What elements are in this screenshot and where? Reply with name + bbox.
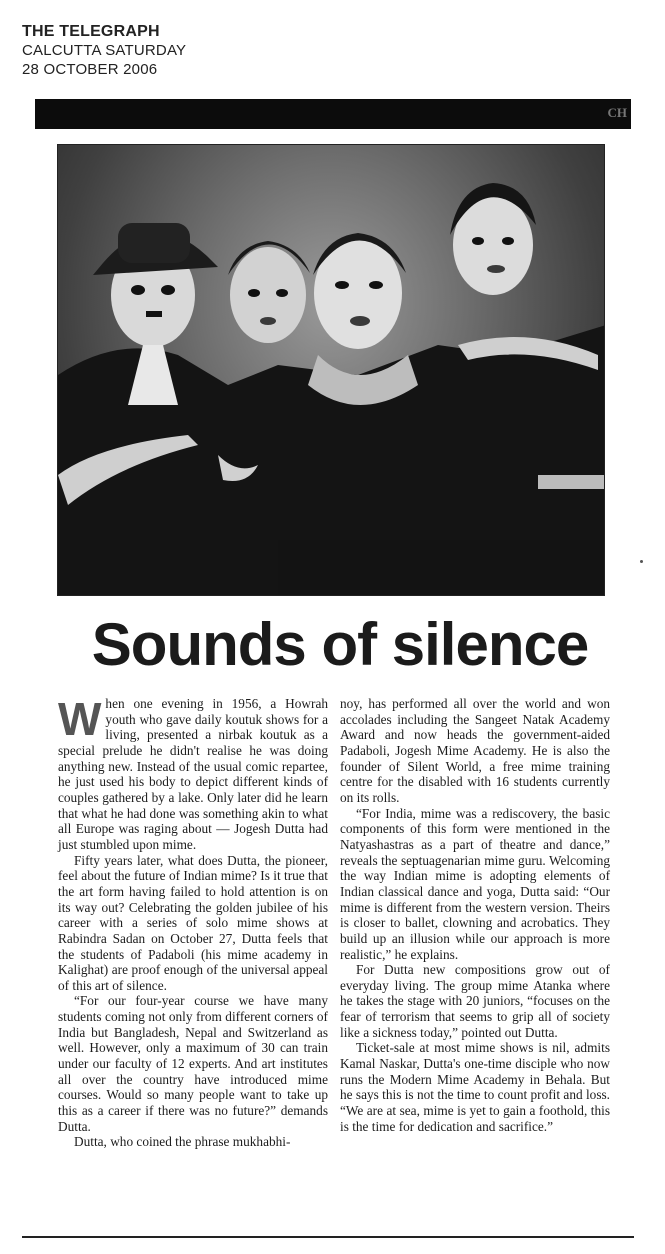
article-paragraph: “For India, mime was a rediscovery, the basic components of this form were mentioned in the Natyashastras as a part of theatre and dance,” reveals the septuagenarian mime guru. Welcoming the way Indian mime is adopting elements of Indian classical dance and yoga, Dutta said: “Our mime is different from the western version. Theirs is closer to ballet, clowning and acrobatics. They build up an illusion while our approach is more realistic,” he explains. [340,805,610,962]
section-header-bar [35,99,631,129]
newspaper-name: THE TELEGRAPH [22,23,160,40]
masthead [22,22,282,79]
drop-cap: W [58,693,102,745]
edition-city-day: CALCUTTA SATURDAY [22,42,187,59]
mime-photo [57,144,605,596]
article-paragraph: Dutta, who coined the phrase mukhabhi- [74,1134,291,1150]
scan-speck [640,560,643,563]
section-tag: CH [607,105,627,120]
article-paragraph: Ticket-sale at most mime shows is nil, admits Kamal Naskar, Dutta's one-time disciple who now runs the Modern Mime Academy in Behala. But he says this is not the time to count profit and loss. “We are at sea, mime is yet to gain a foothold, this is the time for dedication and sacrifice.” [340,1040,610,1134]
edition-date: 28 OCTOBER 2006 [22,61,158,78]
paragraph-text: hen one evening in 1956, a Howrah youth who gave daily koutuk shows for a living, presented a nirbak koutuk as a special prelude he didn't realise he was doing anything new. Instead of the usual comic repartee, he just used his body to depict different kinds of couples gathered by a lake. Only later did he learn that what he had done was something akin to what all Europe was raging about — Jogesh Dutta had just stumbled upon mime. [58,696,328,852]
article-column-left [58,693,328,1150]
headline: Sounds of silence [91,611,589,678]
article-paragraph: “For our four-year course we have many students coming not only from different corners of India but Bangladesh, Nepal and Switzerland as well. However, only a maximum of 30 can train under our faculty of 12 experts. And art institutes all over the country have introduced mime courses. Would so many people want to take up this as a career if there was no future?” demands Dutta. [58,993,328,1134]
article-paragraph: noy, has performed all over the world and won accolades including the Sangeet Natak Academy Award and now heads the government-aided Padaboli, Jogesh Mime Academy. He is also the founder of Silent World, a free mime training centre for the disabled with 16 students currently on its rolls. [340,696,610,805]
article-paragraph [58,693,328,853]
article-column-right [340,696,610,1134]
bottom-rule [22,1236,634,1238]
article-paragraph: Fifty years later, what does Dutta, the pioneer, feel about the future of Indian mime? Is it true that the art form having failed to hold attention is on its way out? Celebrating the golden jubilee of his career with a series of solo mime shows at Rabindra Sadan on October 27, Dutta feels that the students of Padaboli (his mime academy in Kalighat) are proof enough of the universal appeal of this art of silence. [58,852,328,993]
article-paragraph: For Dutta new compositions grow out of everyday living. The group mime Atanka where he takes the stage with 20 juniors, “focuses on the fear of terrorism that seems to grip all of society like a sickness today,” pointed out Dutta. [340,962,610,1040]
mime-performers-illustration [58,145,605,596]
